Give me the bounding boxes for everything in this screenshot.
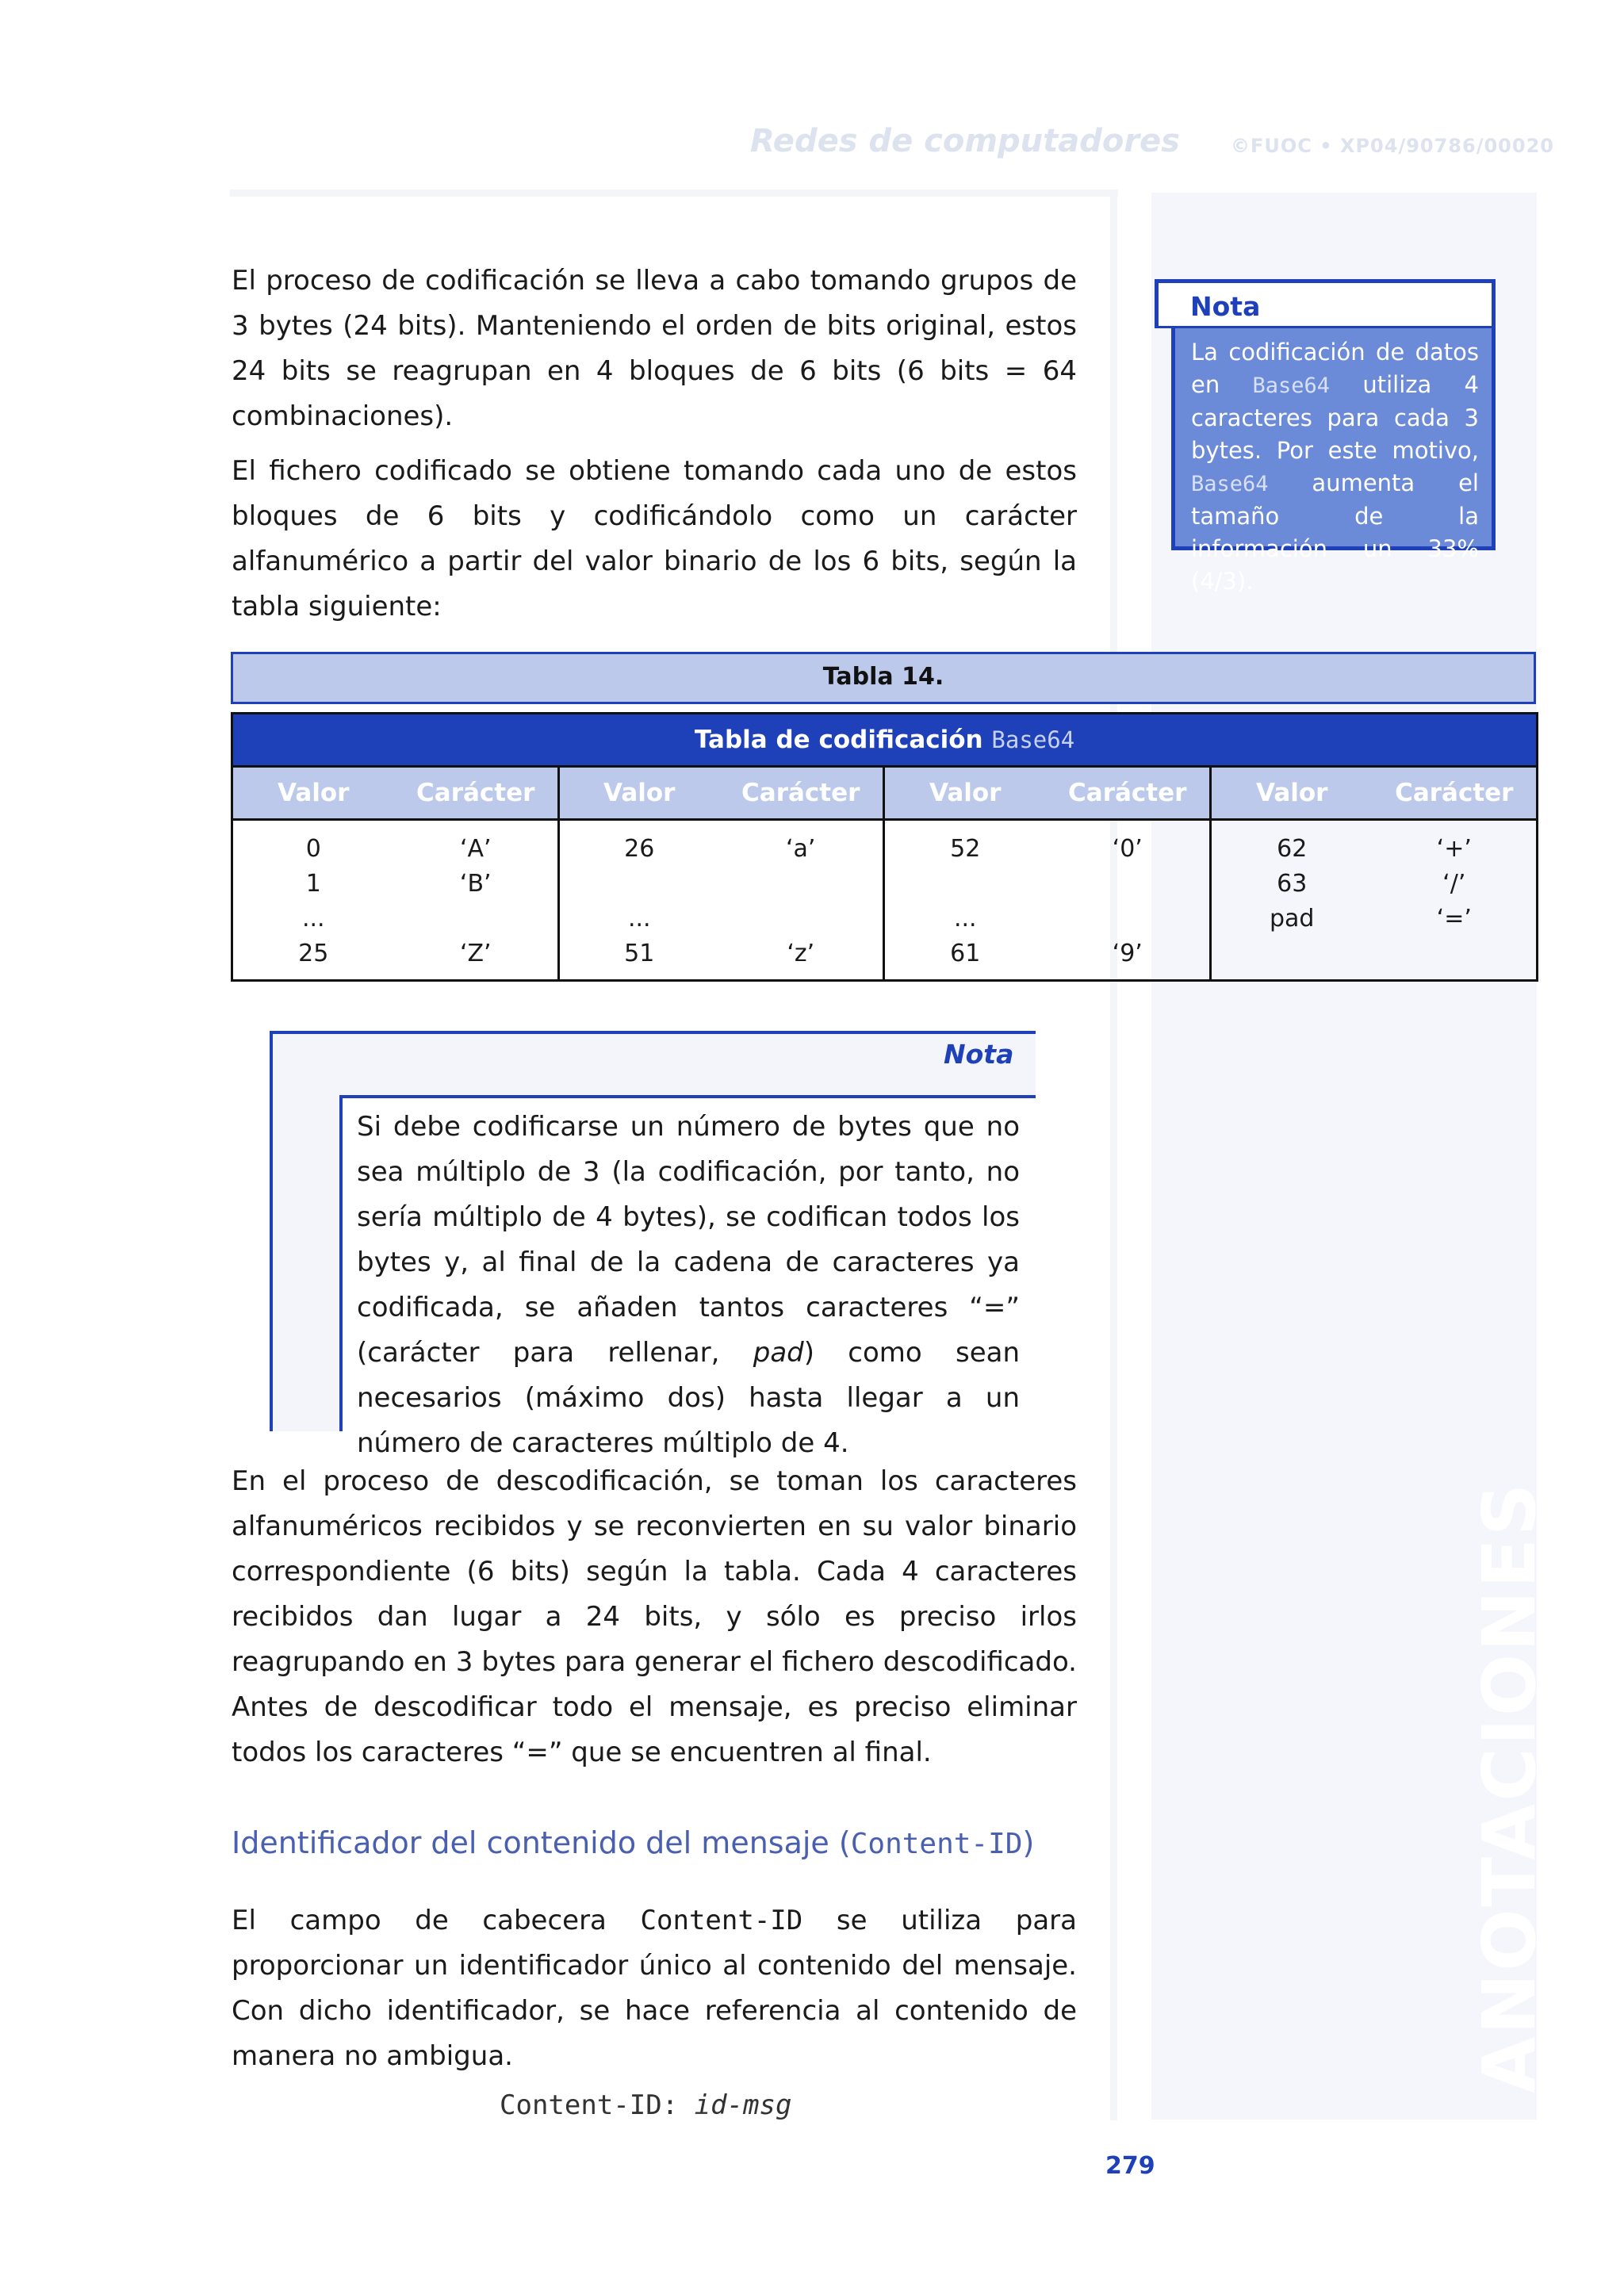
side-note-text: utiliza 4 caracteres para cada 3 bytes. Por este motivo, xyxy=(1191,371,1479,464)
table-caption: Tabla 14. xyxy=(231,652,1536,704)
cell-char-group-1 xyxy=(394,820,559,981)
col-header: Valor xyxy=(884,767,1046,820)
side-note-header xyxy=(1155,279,1496,328)
paragraph-text: se utiliza para proporcionar un identificador único al contenido del mensaje. Con dicho identificador, se hace referencia al contenido de manera no ambigua. xyxy=(232,1905,1077,2072)
note-text: ) como sean necesarios (máximo dos) hasta llegar a un número de caracteres múltiplo de 4. xyxy=(357,1337,1021,1459)
table-cell xyxy=(560,867,719,902)
table-cell xyxy=(1212,936,1373,971)
base64-table xyxy=(231,712,1538,982)
table-cell: 25 xyxy=(298,940,329,967)
table-cell: pad xyxy=(1270,905,1315,933)
col-header: Valor xyxy=(232,767,394,820)
page-number: 279 xyxy=(1105,2152,1155,2180)
section-heading xyxy=(232,1825,1034,1860)
table-cell xyxy=(885,867,1046,902)
table-body-row xyxy=(232,820,1538,981)
note-italic-term: pad xyxy=(753,1337,804,1369)
note-body xyxy=(339,1095,1036,1459)
table-title xyxy=(232,714,1538,767)
table-title-text: Tabla de codificación xyxy=(694,726,992,754)
table-title-code: Base64 xyxy=(991,726,1075,753)
table-cell: ... xyxy=(627,905,651,933)
table-cell: 51 xyxy=(624,940,655,967)
note-text: Si debe codificarse un número de bytes que no sea múltiplo de 3 (la codificación, por tanto, no sería múltiplo de 4 bytes), se codifican todos los bytes y, al final de la cadena de caracteres ya codificada, se añaden tantos caracteres “=” (carácter para rellenar, xyxy=(357,1111,1020,1369)
col-header: Valor xyxy=(1211,767,1373,820)
table-cell xyxy=(1046,902,1210,936)
cell-valor-group-4 xyxy=(1211,820,1373,981)
sidebar-vertical-label: ANOTACIONES xyxy=(1467,1480,1552,2093)
table-cell xyxy=(719,902,883,936)
paragraph-4 xyxy=(232,1898,1077,2079)
side-note-label: Nota xyxy=(1190,291,1261,322)
cell-valor-group-2 xyxy=(559,820,719,981)
code-example xyxy=(500,2089,791,2121)
table-cell: 52 xyxy=(950,835,981,863)
table-cell: ... xyxy=(301,905,325,933)
table-cell: ‘a’ xyxy=(786,835,816,863)
side-note-code: Base64 xyxy=(1252,373,1331,398)
cell-valor-group-1 xyxy=(232,820,394,981)
side-note-text: aumenta el tamaño de la información un 33% (4/3). xyxy=(1191,469,1479,595)
table-cell: ‘A’ xyxy=(459,835,492,863)
code-field: Content-ID: xyxy=(500,2089,695,2121)
side-note-text: La codificación de datos en xyxy=(1191,339,1479,398)
table-cell: ‘/’ xyxy=(1442,870,1466,898)
table-cell: ‘Z’ xyxy=(459,940,492,967)
table-cell: ‘B’ xyxy=(459,870,492,898)
col-header: Carácter xyxy=(1046,767,1211,820)
table-cell: 26 xyxy=(624,835,655,863)
cell-char-group-3 xyxy=(1046,820,1211,981)
table-cell: 63 xyxy=(1277,870,1308,898)
table-cell xyxy=(394,902,558,936)
table-cell: 1 xyxy=(305,870,321,898)
side-note-body xyxy=(1171,328,1496,595)
col-header: Valor xyxy=(559,767,719,820)
table-cell xyxy=(1046,867,1210,902)
table-cell: ‘0’ xyxy=(1112,835,1143,863)
paragraph-1: El proceso de codificación se lleva a cabo tomando grupos de 3 bytes (24 bits). Manteniendo el orden de bits original, estos 24 bits se reagrupan en 4 bloques de 6 bits (6 bits = 64 combinaciones). xyxy=(232,265,1077,432)
table-header-row xyxy=(232,767,1538,820)
table-cell: ‘=’ xyxy=(1436,905,1472,933)
paragraph-3: En el proceso de descodificación, se toman los caracteres alfanuméricos recibidos y se reconvierten en su valor binario correspondiente (6 bits) según la tabla. Cada 4 caracteres recibidos dan lugar a 24 bits, y sólo es preciso irlos reagrupando en 3 bytes para generar el fichero descodificado. Antes de descodificar todo el mensaje, es preciso eliminar todos los caracteres “=” que se encuentren al final. xyxy=(232,1465,1077,1768)
cell-valor-group-3 xyxy=(884,820,1046,981)
note-label: Nota xyxy=(944,1039,1014,1070)
section-heading-text: ) xyxy=(1022,1825,1035,1860)
inline-code: Content-ID xyxy=(640,1905,803,1936)
section-heading-code: Content-ID xyxy=(850,1828,1023,1860)
table-title-row xyxy=(232,714,1538,767)
cell-char-group-2 xyxy=(719,820,884,981)
table-cell: 0 xyxy=(305,835,321,863)
column-divider xyxy=(1110,190,1117,2120)
col-header: Carácter xyxy=(719,767,884,820)
table-cell: 62 xyxy=(1277,835,1308,863)
col-header: Carácter xyxy=(1373,767,1538,820)
col-header: Carácter xyxy=(394,767,559,820)
table-cell: ‘+’ xyxy=(1436,835,1472,863)
table-cell xyxy=(719,867,883,902)
table-cell xyxy=(1373,936,1537,971)
section-heading-text: Identificador del contenido del mensaje ( xyxy=(232,1825,851,1860)
side-note-code: Base64 xyxy=(1191,472,1269,496)
code-value: id-msg xyxy=(694,2089,792,2121)
running-header-code: ©FUOC • XP04/90786/00020 xyxy=(1231,135,1554,157)
paragraph-text: El campo de cabecera xyxy=(232,1905,641,1936)
table-cell: ... xyxy=(953,905,977,933)
table-cell: ‘9’ xyxy=(1112,940,1143,967)
cell-char-group-4 xyxy=(1373,820,1538,981)
top-rule xyxy=(230,190,1118,197)
table-cell: 61 xyxy=(950,940,981,967)
paragraph-2: El fichero codificado se obtiene tomando cada uno de estos bloques de 6 bits y codificándolo como un carácter alfanumérico a partir del valor binario de los 6 bits, según la tabla siguiente: xyxy=(232,455,1077,622)
table-cell: ‘z’ xyxy=(787,940,815,967)
running-header-title: Redes de computadores xyxy=(750,123,1180,159)
